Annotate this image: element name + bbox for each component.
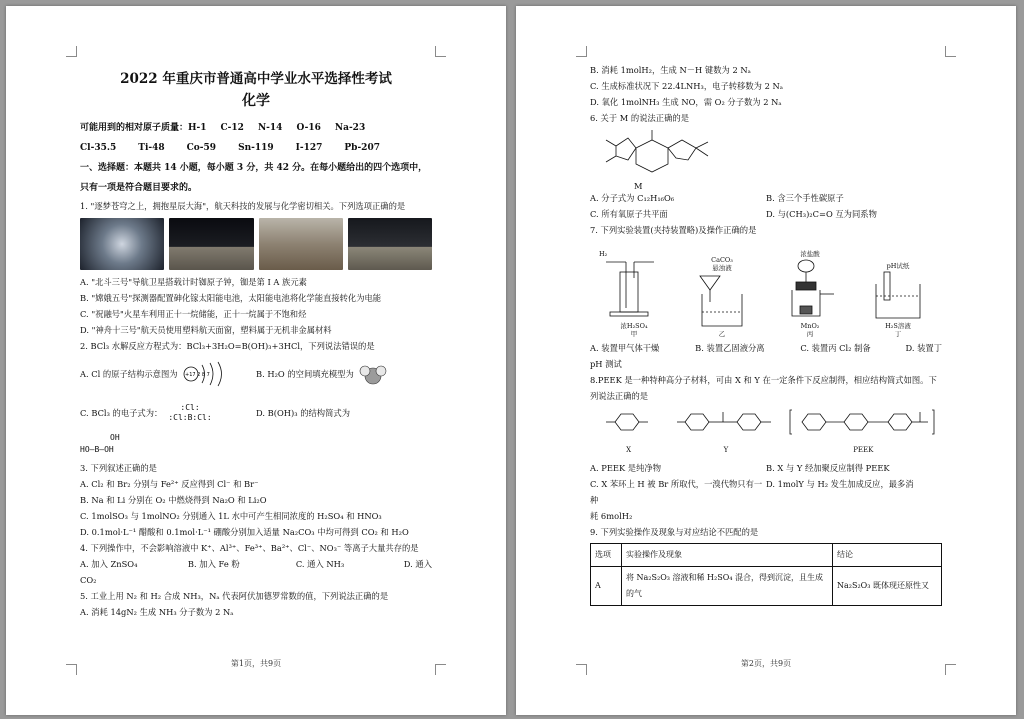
question-2-stem: 2. BCl₃ 水解反应方程式为：BCl₃+3H₂O=B(OH)₃+3HCl，下列说法错误的是 xyxy=(80,341,375,351)
question-5-option: D. 氧化 1molNH₃ 生成 NO，需 O₂ 分子数为 2 Nₐ xyxy=(590,97,782,107)
option-text: B. H₂O 的空间填充模型为 xyxy=(256,369,354,379)
mass-item: C-12 xyxy=(220,123,244,133)
question-6-row-2 xyxy=(590,206,942,222)
question-7-option: B. 装置乙固液分离 xyxy=(695,343,765,353)
question-6-option: B. 含三个手性碳原子 xyxy=(766,193,844,203)
structure-y xyxy=(671,408,781,458)
structure-peek xyxy=(788,408,938,458)
question-6-option: A. 分子式为 C₁₂H₁₆O₆ xyxy=(590,193,675,203)
question-3-option: C. 1molSO₃ 与 1molNO₂ 分别通入 1L 水中可产生相同浓度的 H₂SO₄ 和 HNO₃ xyxy=(80,511,382,521)
option-text: C. BCl₃ 的电子式为： xyxy=(80,408,163,418)
question-6-row-1 xyxy=(590,190,942,206)
question-8-option: D. 1molY 与 H₂ 发生加成反应，最多消 xyxy=(766,479,914,489)
atomic-masses-line-2 xyxy=(80,138,432,158)
structure-label: Y xyxy=(723,446,729,454)
question-8-row-1 xyxy=(590,460,942,476)
apparatus-ding xyxy=(863,262,933,338)
option-text: A. Cl 的原子结构示意图为 xyxy=(80,369,178,379)
exam-subject: 化学 xyxy=(242,93,270,109)
question-1-option: C. "祝融号"火星车利用正十一烷储能，正十一烷属于不饱和烃 xyxy=(80,309,307,319)
molecule-m-structure xyxy=(596,128,736,182)
boric-acid-structure xyxy=(80,432,432,456)
mass-item: Pb-207 xyxy=(344,143,380,153)
section-heading: 一、选择题：本题共 14 小题，每小题 3 分，共 42 分。在每小题给出的四个选项中，只有一项是符合题目要求的。 xyxy=(80,163,428,193)
question-5-option-a: A. 消耗 14gN₂ 生成 NH₃ 分子数为 2 Nₐ xyxy=(80,607,234,617)
apparatus-caption: 丁 xyxy=(894,330,902,338)
question-8-stem: 8.PEEK 是一种特种高分子材料，可由 X 和 Y 在一定条件下反应制得，相应结构简式如图。下列说法正确的是 xyxy=(590,375,937,401)
question-4-option: D. 通入 xyxy=(403,559,432,569)
crop-mark xyxy=(435,46,446,57)
structure-label: PEEK xyxy=(853,446,874,454)
lewis-line: :Cl:B:Cl: xyxy=(168,413,212,422)
apparatus-caption: 甲 xyxy=(630,330,638,338)
mass-item: Ti-48 xyxy=(138,143,165,153)
question-3-option: D. 0.1mol·L⁻¹ 醋酸和 0.1mol·L⁻¹ 硼酸分别加入适量 Na₂CO₃ 中均可得到 CO₂ 和 H₂O xyxy=(80,527,409,537)
crop-mark xyxy=(66,46,77,57)
apparatus-caption: 乙 xyxy=(718,330,726,338)
question-8-structures xyxy=(590,406,942,458)
apparatus-label: H₂S溶液 xyxy=(885,322,911,330)
mars-rover-photo xyxy=(259,218,343,270)
question-4-tail: CO₂ xyxy=(80,575,97,585)
question-2-row-ab xyxy=(80,354,432,394)
question-6-option: C. 所有氧原子共平面 xyxy=(590,209,668,219)
mass-item: Na-23 xyxy=(334,123,366,133)
question-5-option: B. 消耗 1molH₂，生成 N－H 键数为 2 Nₐ xyxy=(590,65,751,75)
table-header: 选项 xyxy=(591,544,622,567)
table-cell: Na₂S₂O₃ 既体现还原性又 xyxy=(833,567,942,606)
question-3-stem: 3. 下列叙述正确的是 xyxy=(80,463,157,473)
structure-x xyxy=(594,408,664,458)
mass-item: Cl-35.5 xyxy=(80,143,117,153)
crop-mark xyxy=(945,46,956,57)
question-8-option: A. PEEK 是纯净物 xyxy=(590,463,661,473)
question-7-option: C. 装置丙 Cl₂ 制备 xyxy=(800,343,871,353)
page-footer: 第2页，共9页 xyxy=(740,659,792,668)
filter-beaker-diagram xyxy=(694,272,750,328)
apparatus-label: 浓盐酸 xyxy=(800,250,820,258)
apparatus-jia xyxy=(599,250,669,338)
chlorine-atom-diagram xyxy=(182,360,230,388)
apparatus-bing xyxy=(775,250,845,338)
astronaut-photo xyxy=(348,218,432,270)
question-2-row-cd xyxy=(80,394,432,432)
document-page-2 xyxy=(516,6,1016,715)
question-4-stem: 4. 下列操作中，不会影响溶液中 K⁺、Al³⁺、Fe³⁺、Ba²⁺、Cl⁻、NO₃⁻ 等离子大量共存的是 xyxy=(80,543,419,553)
mass-item: N-14 xyxy=(257,123,283,133)
question-3-option: A. Cl₂ 和 Br₂ 分别与 Fe²⁺ 反应得到 Cl⁻ 和 Br⁻ xyxy=(80,479,259,489)
apparatus-label: H₂ xyxy=(599,250,608,258)
apparatus-label: 浓H₂SO₄ xyxy=(620,322,648,330)
page-footer: 第1页，共9页 xyxy=(230,659,282,668)
question-8-option: C. X 苯环上 H 被 Br 所取代，一溴代物只有一种 xyxy=(590,479,763,505)
table-header: 结论 xyxy=(833,544,942,567)
molecule-label: M xyxy=(634,181,643,191)
question-8-tail: 耗 6molH₂ xyxy=(590,511,633,521)
question-1-option: B. "嫦娥五号"探测器配置砷化镓太阳能电池，太阳能电池将化学能直接转化为电能 xyxy=(80,293,382,303)
question-6-option: D. 与(CH₃)₂C=O 互为同系物 xyxy=(766,209,877,219)
apparatus-label: 悬浊液 xyxy=(712,264,732,272)
table-header: 实验操作及现象 xyxy=(622,544,833,567)
question-4-option: C. 通入 NH₃ xyxy=(295,559,345,569)
crop-mark xyxy=(576,46,587,57)
table-header-row xyxy=(591,544,942,567)
question-8-option: B. X 与 Y 经加聚反应制得 PEEK xyxy=(766,463,890,473)
structure-line: HO—B—OH xyxy=(80,445,114,454)
question-5-stem: 5. 工业上用 N₂ 和 H₂ 合成 NH₃，Nₐ 代表阿伏加德罗常数的值，下列说法正确的是 xyxy=(80,591,389,601)
question-1-stem: 1. "逐梦苍穹之上，拥抱星辰大海"，航天科技的发展与化学密切相关。下列选项正确的是 xyxy=(80,201,406,211)
lewis-structure xyxy=(168,403,211,423)
question-2-option-c xyxy=(80,403,256,423)
question-7-option: A. 装置甲气体干燥 xyxy=(590,343,660,353)
drying-tube-diagram xyxy=(604,258,664,320)
exam-title: 2022 年重庆市普通高中学业水平选择性考试 xyxy=(120,71,392,87)
document-page-1 xyxy=(6,6,506,715)
question-9-table xyxy=(590,543,942,606)
apparatus-label: pH试纸 xyxy=(886,262,910,270)
chlorine-generator-diagram xyxy=(782,258,838,320)
mass-item: Co-59 xyxy=(186,143,217,153)
question-4-option: A. 加入 ZnSO₄ xyxy=(80,559,138,569)
mass-item: 可能用到的相对原子质量：H-1 xyxy=(80,123,207,133)
lunar-probe-photo xyxy=(169,218,253,270)
page-1-content xyxy=(80,64,432,620)
question-1-photos xyxy=(80,218,432,270)
question-7-apparatus xyxy=(590,240,942,338)
question-2-option-d: D. B(OH)₃ 的结构简式为 xyxy=(256,408,350,418)
apparatus-label: CaCO₃ xyxy=(711,256,733,264)
mass-item: I-127 xyxy=(295,143,323,153)
structure-line: OH xyxy=(110,433,120,442)
table-cell: 将 Na₂S₂O₃ 溶液和稀 H₂SO₄ 混合，得到沉淀，且生成的气 xyxy=(622,567,833,606)
table-row xyxy=(591,567,942,606)
question-3-option: B. Na 和 Li 分别在 O₂ 中燃烧得到 Na₂O 和 Li₂O xyxy=(80,495,267,505)
question-7-option: D. 装置丁 xyxy=(905,343,942,353)
table-cell: A xyxy=(591,567,622,606)
question-7-options xyxy=(590,340,942,356)
question-9-stem: 9. 下列实验操作及现象与对应结论不匹配的是 xyxy=(590,527,759,537)
peek-polymer-structure xyxy=(788,408,938,436)
lewis-line: :Cl: xyxy=(180,403,200,412)
difluorobenzophenone-structure xyxy=(671,408,781,436)
water-model-icon xyxy=(358,362,388,386)
question-8-row-2 xyxy=(590,476,942,508)
question-5-option: C. 生成标准状况下 22.4LNH₃，电子转移数为 2 Nₐ xyxy=(590,81,783,91)
satellite-photo xyxy=(80,218,164,270)
question-4-option: B. 加入 Fe 粉 xyxy=(187,559,240,569)
question-7-stem: 7. 下列实验装置(夹持装置略)及操作正确的是 xyxy=(590,225,757,235)
atomic-masses-line-1 xyxy=(80,118,432,138)
question-4-options xyxy=(80,556,432,572)
question-1-option: D. "神舟十三号"航天员使用塑料航天面窗，塑料属于无机非金属材料 xyxy=(80,325,332,335)
question-2-option-b xyxy=(256,362,432,386)
apparatus-caption: 丙 xyxy=(806,330,814,338)
molecule-m-figure xyxy=(590,126,942,190)
mass-item: O-16 xyxy=(296,123,321,133)
structure-label: X xyxy=(626,446,632,454)
apparatus-label: MnO₂ xyxy=(800,322,820,330)
ph-test-diagram xyxy=(870,270,926,320)
apparatus-yi xyxy=(687,256,757,338)
question-7-tail: pH 测试 xyxy=(590,359,622,369)
page-2-content xyxy=(590,62,942,606)
question-1-option: A. "北斗三号"导航卫星搭载计时铷原子钟，铷是第 I A 族元素 xyxy=(80,277,307,287)
mass-item: Sn-119 xyxy=(238,143,274,153)
hydroquinone-structure xyxy=(594,408,664,436)
atom-label: +17 2 8 7 xyxy=(184,372,210,378)
question-6-stem: 6. 关于 M 的说法正确的是 xyxy=(590,113,689,123)
question-2-option-a xyxy=(80,360,256,388)
